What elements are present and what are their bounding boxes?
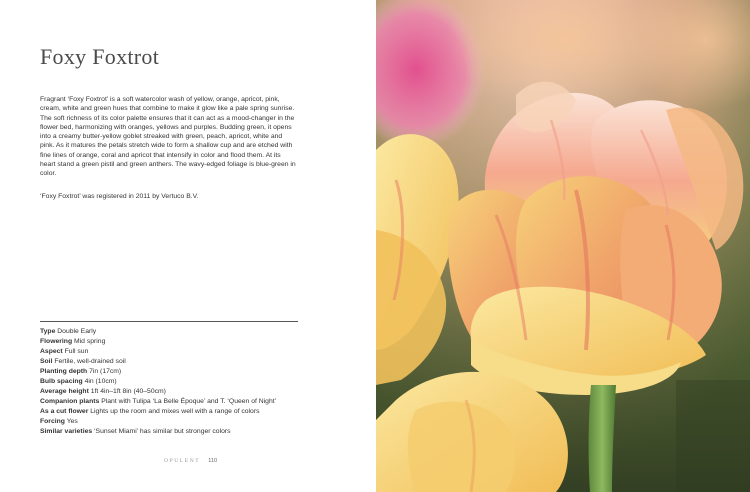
spec-label: Average height: [40, 388, 89, 395]
description-paragraph: Fragrant ‘Foxy Foxtrot’ is a soft watercolor wash of yellow, orange, apricot, pink, cream, white and green hues that combine to make it glow like a pale spring sunrise. The soft richness of its color palette ensures that it can act as a mood-changer in the flower bed, harmonizing with oranges, yellows and purples. Budding green, it opens into a creamy butter-yellow goblet streaked with green, peach, apricot, white and pink. As it matures the petals stretch wide to form a shallow cup and are etched with fine lines of orange, coral and apricot that intensify in color and flood them. At its heart stand a green pistil and green anthers. The wavy-edged foliage is blue-green in color.: [40, 96, 296, 178]
spec-row: [40, 427, 298, 437]
spec-value: ‘Sunset Miami’ has similar but stronger colors: [94, 428, 231, 435]
registration-note: ‘Foxy Foxtrot’ was registered in 2011 by Vertuco B.V.: [40, 193, 199, 200]
spec-value: Plant with Tulipa ‘La Belle Époque’ and T. ‘Queen of Night’: [101, 398, 277, 405]
divider-rule: [40, 321, 298, 322]
spec-label: Soil: [40, 358, 53, 365]
spec-row: [40, 397, 298, 407]
spec-row: [40, 377, 298, 387]
spec-value: Full sun: [64, 348, 89, 355]
spec-row: [40, 417, 298, 427]
spec-value: Fertile, well-drained soil: [54, 358, 126, 365]
spec-row: [40, 337, 298, 347]
spec-list: [40, 327, 298, 437]
page-footer: [164, 458, 217, 464]
spec-label: Aspect: [40, 348, 63, 355]
spec-value: 7in (17cm): [89, 368, 122, 375]
spec-row: [40, 387, 298, 397]
spec-value: Double Early: [57, 328, 97, 335]
spec-label: Similar varieties: [40, 428, 93, 435]
spec-label: Type: [40, 328, 56, 335]
tulip-illustration: [376, 0, 750, 492]
spec-row: [40, 367, 298, 377]
tulip-photo: [376, 0, 750, 492]
spec-value: Lights up the room and mixes well with a range of colors: [90, 408, 260, 415]
spec-row: [40, 407, 298, 417]
spec-value: 1ft 4in–1ft 8in (40–50cm): [90, 388, 166, 395]
spec-label: Companion plants: [40, 398, 100, 405]
page-title: Foxy Foxtrot: [40, 44, 160, 69]
footer-section-title: OPULENT: [164, 458, 201, 464]
spec-row: [40, 357, 298, 367]
spec-label: As a cut flower: [40, 408, 89, 415]
spec-label: Forcing: [40, 418, 65, 425]
spec-value: Yes: [66, 418, 78, 425]
spec-label: Flowering: [40, 338, 73, 345]
spec-label: Bulb spacing: [40, 378, 83, 385]
spec-row: [40, 327, 298, 337]
spec-value: Mid spring: [74, 338, 106, 345]
page-number: 110: [208, 458, 218, 464]
spec-label: Planting depth: [40, 368, 88, 375]
spec-row: [40, 347, 298, 357]
spec-value: 4in (10cm): [84, 378, 117, 385]
